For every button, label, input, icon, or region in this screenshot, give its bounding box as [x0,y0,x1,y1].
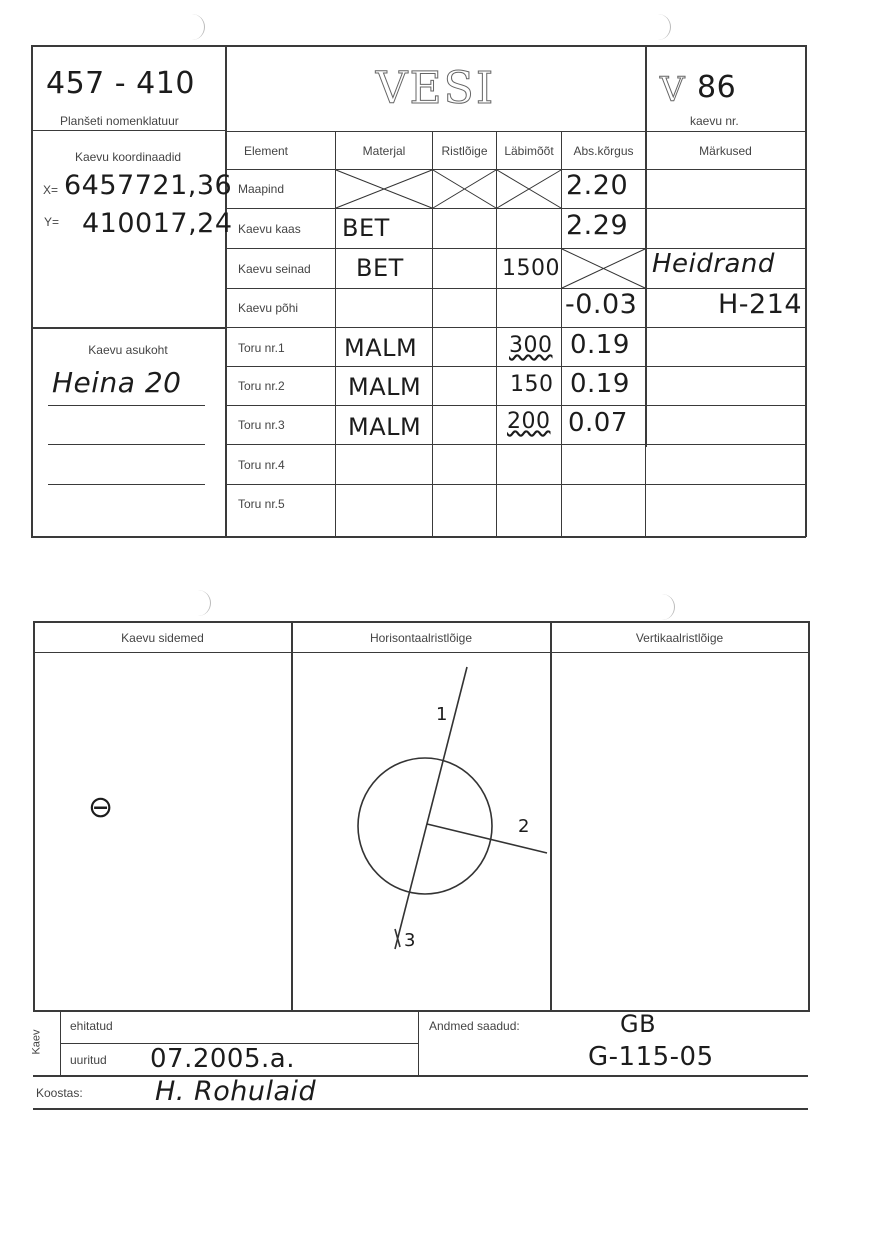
connection-symbol: ⊖ [88,790,114,825]
notes-value: H-214 [718,289,803,320]
column-header: Läbimõõt [504,143,554,158]
diameter-value: 300 [509,333,553,358]
row-element: Kaevu kaas [238,222,301,236]
diameter-value: 200 [507,409,551,434]
x-label: X= [43,183,59,197]
punch-hole-mark [660,594,675,620]
material-value: BET [356,254,404,282]
data-source-value: G-115-05 [588,1042,714,1072]
pipe-label: 1 [436,704,448,725]
section-header: Horisontaalristlõige [369,631,473,645]
location-label: Kaevu asukoht [88,343,168,357]
row-element: Maapind [238,182,285,196]
pipe-label: 2 [518,816,530,837]
row-element: Toru nr.4 [238,458,285,472]
abs-height-value: 2.29 [566,210,629,241]
diameter-value: 150 [510,372,554,397]
notes-value: Heidrand [652,249,775,279]
punch-hole-mark [196,590,211,616]
well-number-value: 86 [697,70,737,105]
x-coordinate-value: 6457721,36 [64,170,233,201]
well-number-label: kaevu nr. [690,114,739,128]
row-element: Toru nr.2 [238,379,285,393]
compiled-value: H. Rohulaid [155,1076,317,1107]
surveyed-value: 07.2005.a. [150,1044,295,1074]
abs-height-value: -0.03 [565,289,638,320]
pipe-label: 3 [404,930,416,951]
page-title: VESI [375,62,496,114]
nomenclature-label: Planšeti nomenklatuur [60,114,179,128]
abs-height-value: 0.19 [570,330,630,360]
compiled-label: Koostas: [36,1086,83,1100]
row-element: Toru nr.3 [238,418,285,432]
location-value: Heina 20 [52,366,182,399]
material-value: BET [342,214,390,242]
nomenclature-value: 457 - 410 [46,66,195,101]
horizontal-cross-section-drawing [292,653,550,1010]
coordinates-label: Kaevu koordinaadid [74,150,182,164]
y-coordinate-value: 410017,24 [82,208,233,239]
material-value: MALM [344,334,418,362]
y-label: Y= [44,215,60,229]
surveyed-label: uuritud [70,1053,107,1067]
kaev-label: Kaev [30,1029,43,1055]
abs-height-value: 0.07 [568,408,628,438]
row-element: Toru nr.5 [238,497,285,511]
material-value: MALM [348,413,422,441]
row-element: Kaevu põhi [238,301,299,315]
abs-height-value: 2.20 [566,170,629,201]
column-header: Märkused [699,143,752,158]
column-header: Materjal [362,143,406,158]
section-header: Kaevu sidemed [121,631,204,645]
diameter-value: 1500 [502,256,560,281]
built-label: ehitatud [70,1019,113,1033]
column-header: Abs.kõrgus [573,143,634,158]
material-value: MALM [348,373,422,401]
well-prefix: V [660,70,685,110]
row-element: Kaevu seinad [238,262,311,276]
data-source-label: Andmed saadud: [429,1019,520,1033]
abs-height-value: 0.19 [570,369,630,399]
column-header: Ristlõige [441,143,488,158]
section-header: Vertikaalristlõige [635,631,724,645]
column-header: Element [243,143,289,158]
row-element: Toru nr.1 [238,341,285,355]
data-source-value: GB [620,1010,657,1038]
